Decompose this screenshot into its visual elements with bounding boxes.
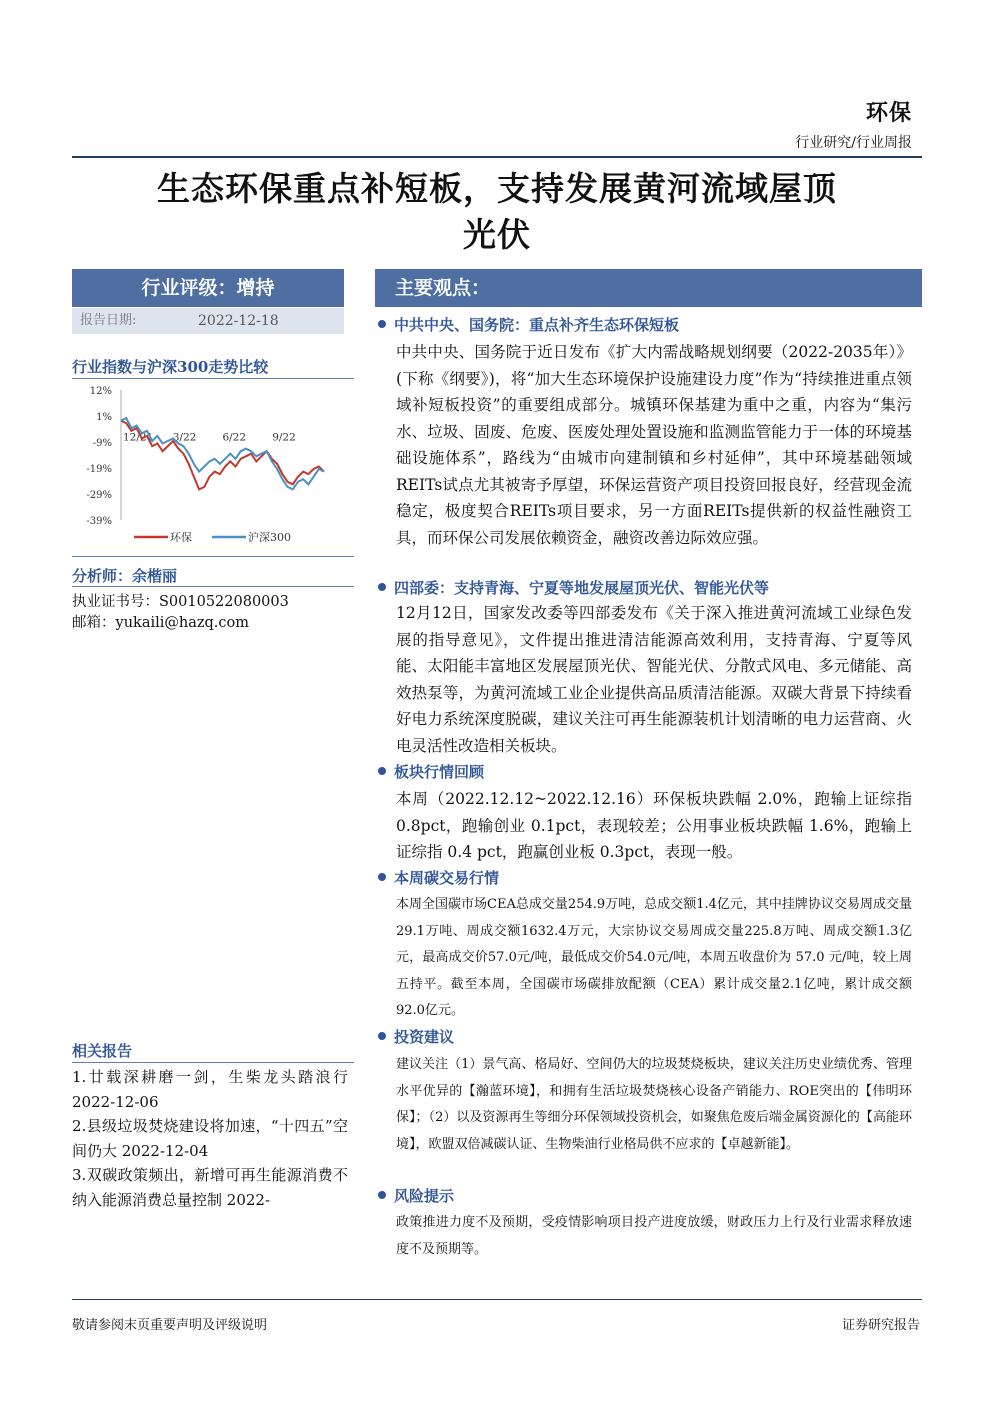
series-line: [121, 418, 324, 489]
y-tick-label: -9%: [92, 438, 112, 449]
analyst-name: 分析师：余楷丽: [72, 567, 178, 585]
related-report-item[interactable]: 2.县级垃圾焚烧建设将加速，“十四五”空间仍大 2022-12-04: [72, 1117, 348, 1160]
y-tick-label: -39%: [86, 516, 112, 527]
analyst-certificate: 执业证书号：S0010522080003: [72, 594, 289, 610]
related-report-item[interactable]: 1.廿载深耕磨一剑，生柴龙头踏浪行 2022-12-06: [72, 1068, 348, 1111]
report-date-label: 报告日期:: [80, 313, 137, 328]
bullet-dot-icon: [378, 320, 386, 328]
report-type: 行业研究/行业周报: [795, 135, 912, 151]
chart-divider-top: [72, 378, 354, 379]
x-tick-label: 3/22: [172, 431, 197, 444]
bullet-dot-icon: [378, 1191, 386, 1199]
bullet-dot-icon: [378, 583, 386, 591]
bullet-dot-icon: [378, 873, 386, 881]
footer-report-label: 证券研究报告: [841, 1318, 920, 1333]
section-paragraph: 中共中央、国务院于近日发布《扩大内需战略规划纲要（2022-2035年）》(下称《纲要》)，将“加大生态环境保护设施建设力度”作为“持续推进重点领域补短板投资”的重要组成部分。城镇环保基建为重中之重，内容为“集污水、垃圾、固废、危废、医废处理处置设施和监测监管能力于一体的环境基础设施体系”，路线为“由城市向建制镇和乡村延伸”，其中环境基础领域REITs试点尤其被寄予厚望，环保运营资产项目投资回报良好，经营现金流稳定，极度契合REITs项目要求，另一方面REITs提供新的权益性融资工具，而环保公司发展依赖资金，融资改善边际效应强。: [396, 343, 912, 547]
section-paragraph: 12月12日，国家发改委等四部委发布《关于深入推进黄河流域工业绿色发展的指导意见》，文件提出推进清洁能源高效利用，支持青海、宁夏等风能、太阳能丰富地区发展屋顶光伏、智能光伏、分散式风电、多元储能、高效热泵等，为黄河流域工业企业提供高品质清洁能源。双碳大背景下持续看好电力系统深度脱碳，建议关注可再生能源装机计划清晰的电力运营商、火电灵活性改造相关板块。: [396, 604, 912, 755]
report-title-line1: 生态环保重点补短板，支持发展黄河流域屋顶: [157, 169, 837, 208]
analyst-email: 邮箱：yukaili@hazq.com: [72, 615, 249, 631]
industry-category: 环保: [865, 100, 912, 126]
report-date-row: [72, 308, 344, 334]
header-divider: [72, 156, 922, 158]
main-views-title: 主要观点：: [395, 277, 491, 299]
related-reports-list: [72, 1065, 348, 1212]
section-heading: 投资建议: [378, 1026, 454, 1047]
y-tick-label: -19%: [86, 464, 112, 475]
related-reports-title: 相关报告: [72, 1042, 133, 1060]
section-heading: 风险提示: [378, 1185, 454, 1206]
y-tick-label: 1%: [96, 412, 112, 423]
x-tick-label: 12/21: [123, 431, 154, 444]
section-heading: 四部委：支持青海、宁夏等地发展屋顶光伏、智能光伏等: [378, 577, 769, 598]
industry-rating: 行业评级：增持: [72, 269, 344, 307]
related-report-item[interactable]: 3.双碳政策频出，新增可再生能源消费不纳入能源消费总量控制 2022-: [72, 1166, 348, 1209]
related-reports-divider: [72, 1062, 354, 1063]
x-tick-label: 6/22: [222, 431, 247, 444]
analyst-divider: [72, 586, 354, 587]
section-heading: 本周碳交易行情: [378, 867, 499, 888]
y-tick-label: 12%: [89, 386, 112, 397]
section-paragraph: 本周全国碳市场CEA总成交量254.9万吨，总成交额1.4亿元，其中挂牌协议交易周成交量29.1万吨、周成交额1632.4万元，大宗协议交易周成交量225.8万吨、周成交额1.3亿元，最高成交价57.0元/吨，最低成交价54.0元/吨，本周五收盘价为 57.0 元/吨，较上周五持平。截至本周，全国碳市场碳排放配额（CEA）累计成交量2.1亿吨，累计成交额92.0亿元。: [396, 897, 912, 1018]
footer-disclaimer: 敬请参阅末页重要声明及评级说明: [72, 1318, 268, 1333]
section-paragraph: 政策推进力度不及预期，受疫情影响项目投产进度放缓，财政压力上行及行业需求释放速度不及预期等。: [396, 1215, 912, 1257]
bullet-dot-icon: [378, 1032, 386, 1040]
section-paragraph: 本周（2022.12.12~2022.12.16）环保板块跌幅 2.0%，跑输上证综指0.8pct，跑输创业 0.1pct，表现较差；公用事业板块跌幅 1.6%，跑输上证综指 0.4 pct，跑赢创业板 0.3pct，表现一般。: [396, 790, 912, 861]
main-views-header: [375, 269, 922, 307]
section-heading: 中共中央、国务院：重点补齐生态环保短板: [378, 314, 679, 335]
report-date-value: 2022-12-18: [198, 313, 279, 329]
x-tick-label: 9/22: [272, 431, 296, 444]
bullet-dot-icon: [378, 767, 386, 775]
legend-label: 环保: [170, 531, 192, 544]
chart-title: 行业指数与沪深300走势比较: [72, 358, 269, 376]
footer-divider: [72, 1299, 922, 1300]
legend-label: 沪深300: [248, 531, 291, 544]
y-tick-label: -29%: [86, 490, 112, 501]
report-title-line2: 光伏: [463, 215, 531, 254]
chart-divider-bottom: [72, 556, 354, 557]
report-title: [72, 166, 922, 258]
index-comparison-chart: [72, 380, 354, 555]
section-heading: 板块行情回顾: [378, 761, 484, 782]
section-paragraph: 建议关注（1）景气高、格局好、空间仍大的垃圾焚烧板块，建议关注历史业绩优秀、管理水平优异的【瀚蓝环境】，和拥有生活垃圾焚烧核心设备产销能力、ROE突出的【伟明环保】；（2）以及资源再生等细分环保领域投资机会，如聚焦危废后端金属资源化的【高能环境】，欧盟双倍减碳认证、生物柴油行业格局供不应求的【卓越新能】。: [396, 1057, 912, 1152]
